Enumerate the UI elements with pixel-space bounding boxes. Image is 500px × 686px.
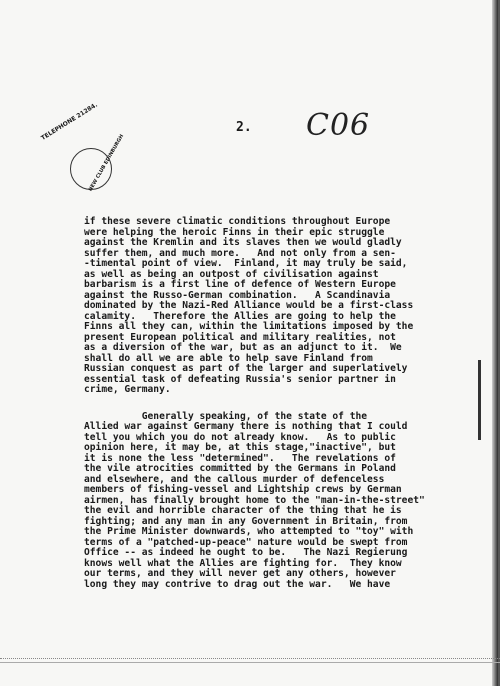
page-bottom-rule — [0, 658, 500, 663]
handwritten-note: C06 — [306, 108, 371, 143]
text-line: the vile atrocities committed by the Germans in Poland — [84, 463, 396, 474]
text-line: shall do all we are able to help save Finland from — [84, 352, 373, 364]
text-line: Finns all they can, within the limitations imposed by the — [84, 321, 414, 332]
text-line: against the Kremlin and its slaves then we would gladly — [84, 237, 402, 248]
club-seal-text: NEW CLUB EDINBURGH — [87, 133, 126, 193]
text-line: calamity. Therefore the Allies are going to help the — [84, 310, 396, 322]
page-number: 2. — [236, 120, 252, 135]
text-line: terms of a "patched-up-peace" nature would be swept from — [84, 536, 408, 548]
telephone-stamp-text: TELEPHONE 21284. — [40, 101, 99, 142]
text-line: and elsewhere, and the callous murder of defenceless — [84, 473, 385, 485]
margin-mark — [478, 360, 481, 440]
text-line: tell you which you do not already know. As to public — [84, 431, 396, 443]
text-line: as well as being an outpost of civilisation against — [84, 268, 379, 280]
text-line: long they may contrive to drag out the war. We have — [84, 578, 391, 590]
text-line: if these severe climatic conditions throughout Europe — [84, 216, 391, 227]
text-line: were helping the heroic Finns in their epic struggle — [84, 226, 385, 238]
text-line: dominated by the Nazi-Red Alliance would be a first-class — [84, 300, 414, 311]
text-line: the evil and horrible character of the thing that he is — [84, 505, 402, 516]
text-line: suffer them, and much more. And not only from a sen- — [84, 247, 396, 259]
text-line: as a diversion of the war, but as an adjunct to it. We — [84, 342, 402, 353]
text-line: it is none the less "determined". The revelations of — [84, 452, 396, 464]
text-line: crime, Germany. — [84, 384, 171, 395]
text-line: Generally speaking, of the state of the — [84, 410, 368, 422]
paragraph-2 — [84, 412, 479, 591]
text-line: Russian conquest as part of the larger and superlatively — [84, 363, 408, 374]
text-line: opinion here, it may be, at this stage,"inactive", but — [84, 442, 396, 453]
text-line: Allied war against Germany there is nothing that I could — [84, 421, 408, 432]
text-line: essential task of defeating Russia's senior partner in — [84, 373, 396, 385]
letter-body — [84, 217, 479, 590]
text-line: Office -- as indeed he ought to be. The Nazi Regierung — [84, 547, 408, 558]
text-line: barbarism is a first line of defence of Western Europe — [84, 279, 396, 290]
text-line: our terms, and they will never get any others, however — [84, 568, 396, 579]
text-line: members of fishing-vessel and Lightship crews by German — [84, 484, 402, 495]
text-line: fighting; and any man in any Government in Britain, from — [84, 515, 408, 527]
text-line: the Prime Minister downwards, who attempted to "toy" with — [84, 526, 414, 537]
paragraph-1 — [84, 217, 479, 396]
text-line: present European political and military realities, not — [84, 331, 396, 343]
text-line: airmen, has finally brought home to the "man-in-the-street" — [84, 494, 425, 506]
text-line: -timental point of view. Finland, it may truly be said, — [84, 258, 408, 269]
text-line: knows well what the Allies are fighting for. They know — [84, 557, 402, 569]
text-line: against the Russo-German combination. A Scandinavia — [84, 289, 391, 301]
binding-edge — [492, 0, 498, 686]
club-stamp — [40, 101, 126, 198]
